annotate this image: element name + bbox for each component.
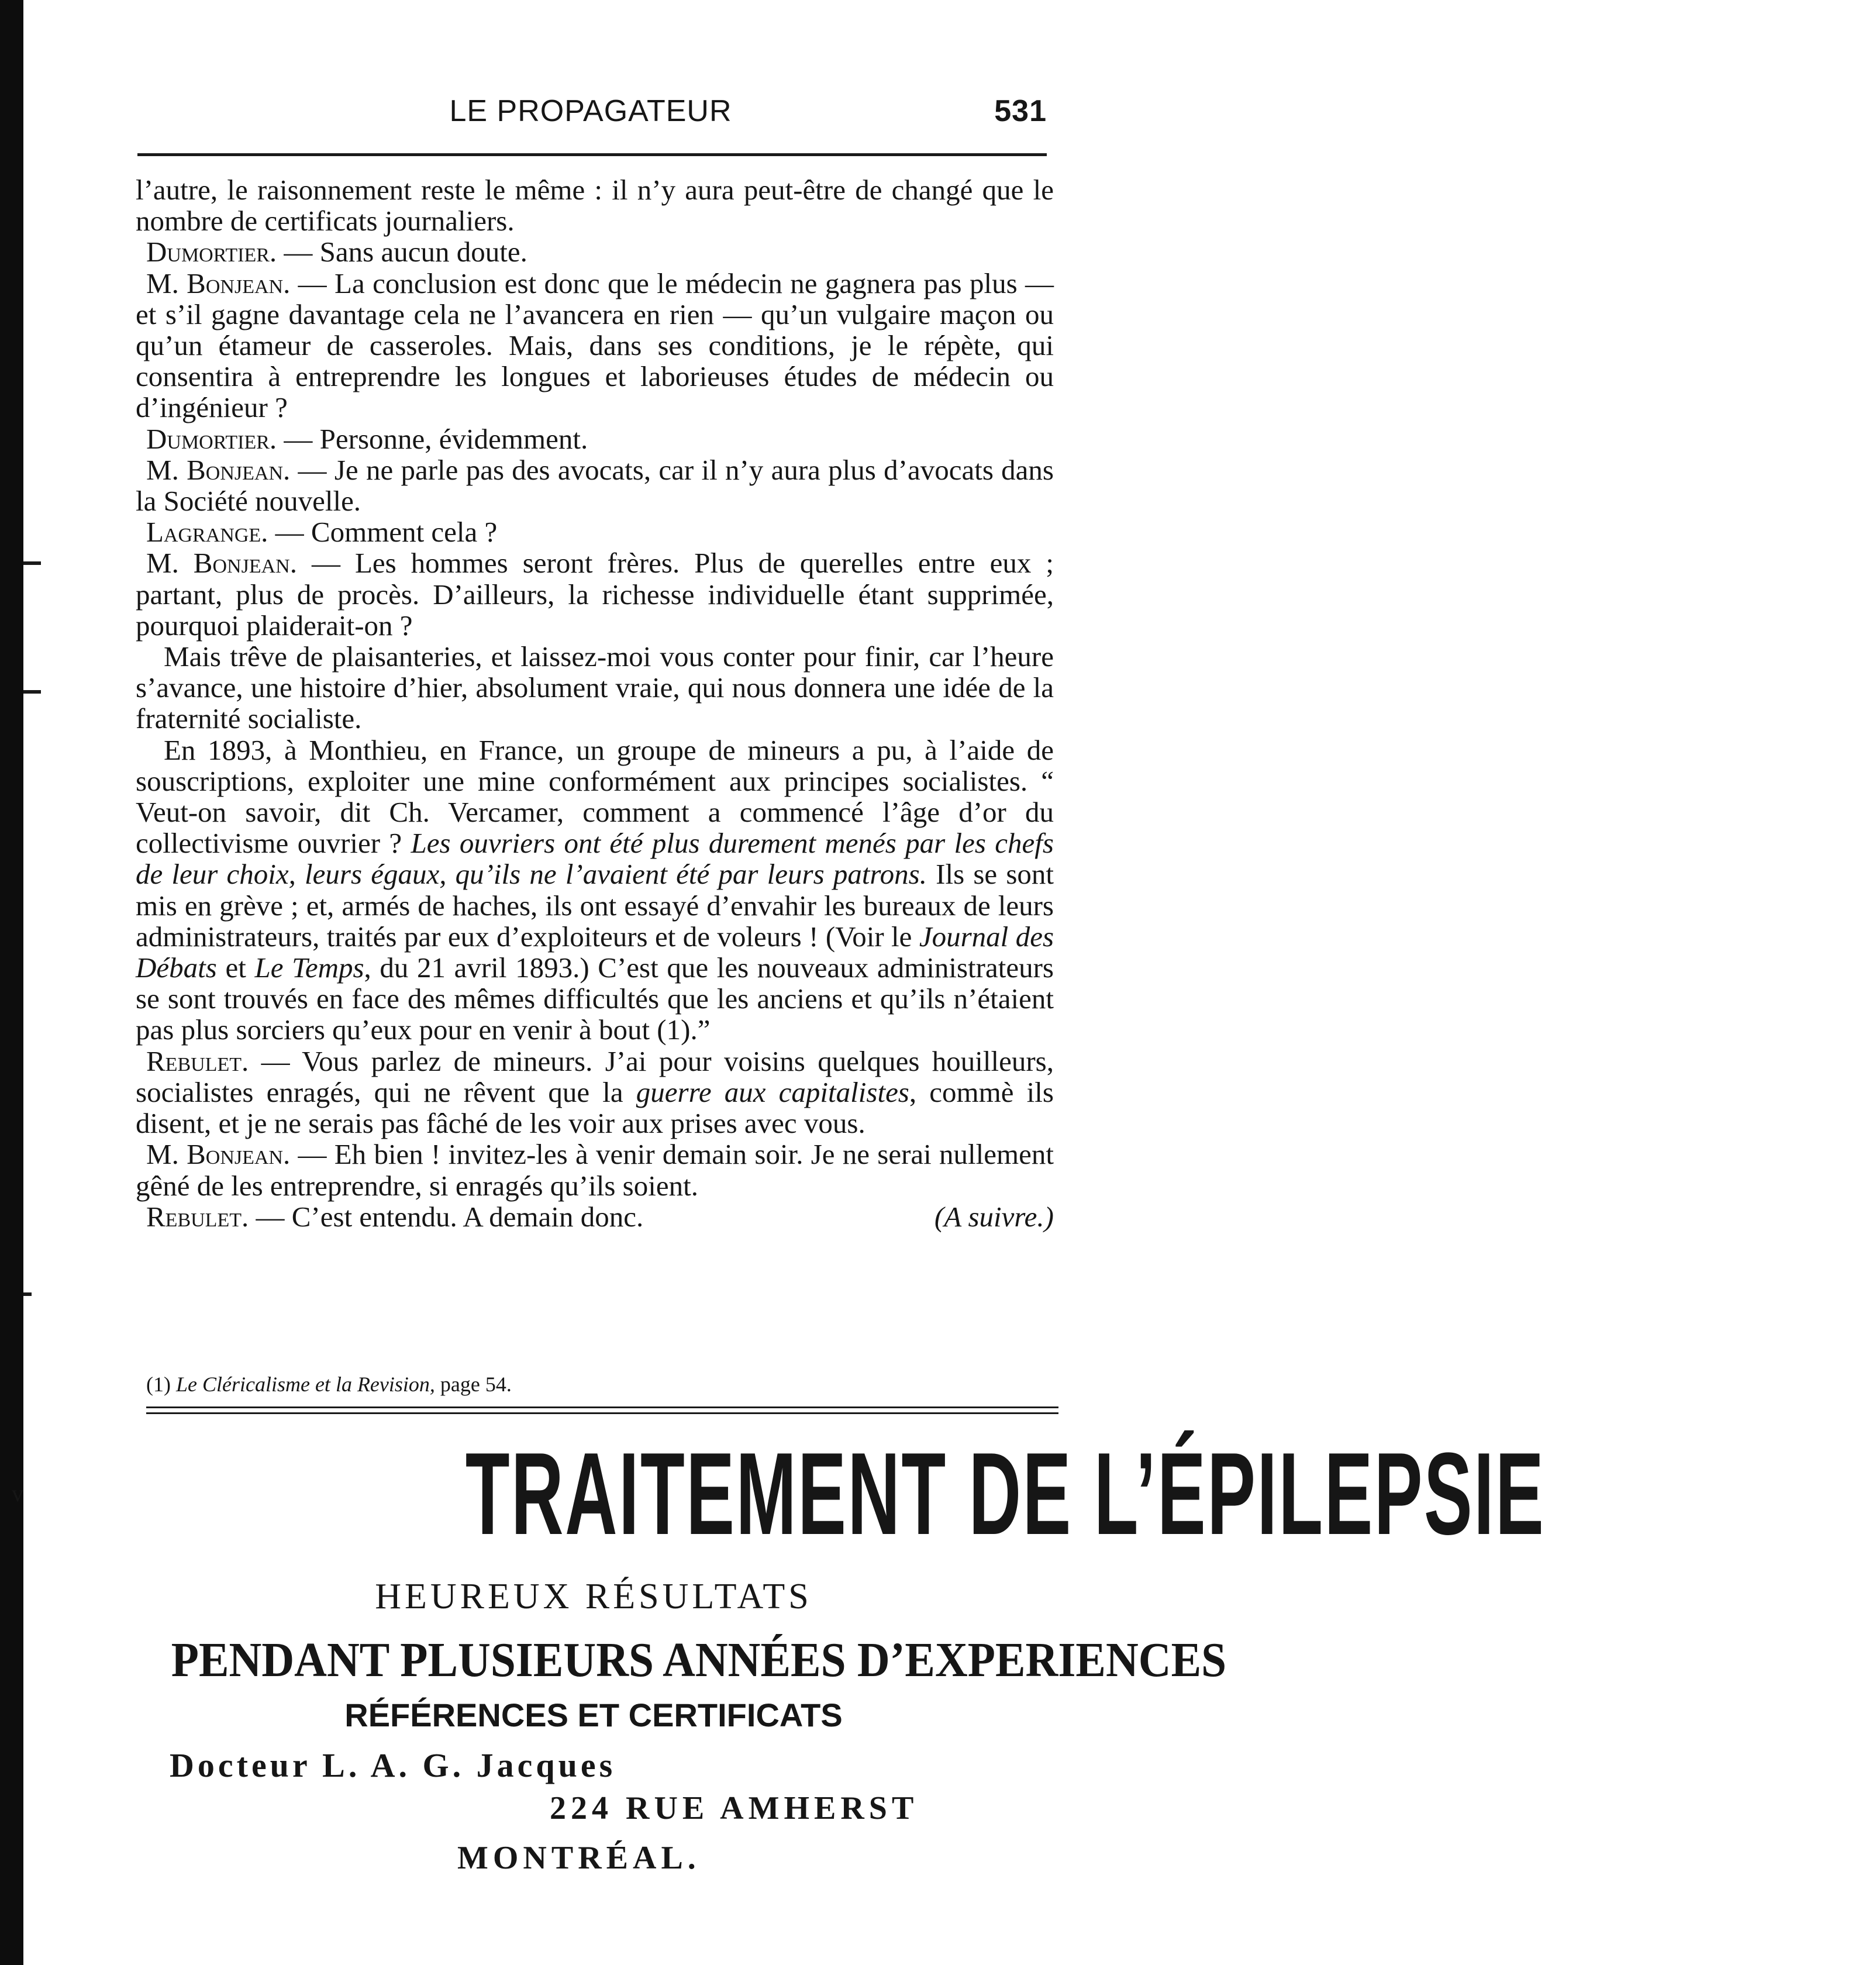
dialogue-line: M. Bonjean. — Les hommes seront frères. Plus de querelles entre eux ; partant, plus de procès. D’ailleurs, la richesse individuelle étant supprimée, pourquoi plaiderait-on ? <box>136 547 1054 642</box>
ad-doctor-name: Docteur L. A. G. Jacques <box>170 1746 616 1784</box>
paragraph: l’autre, le raisonnement reste le même : il n’y aura peut-être de changé que le nombre de certificats journaliers. <box>136 174 1054 237</box>
to-be-continued: (A suivre.) <box>934 1200 1054 1233</box>
speaker-name: Rebulet. <box>146 1044 249 1077</box>
dialogue-line: M. Bonjean. — La conclusion est donc que le médecin ne gagnera pas plus — et s’il gagne davantage cela ne l’avancera en rien — qu’un vulgaire maçon ou qu’un étameur de casseroles. Mais, dans ses conditions, je le répète, qui consentira à entreprendre les longues et laborieuses études de médecin ou d’ingénieur ? <box>136 267 1054 424</box>
speaker-name: Rebulet. <box>146 1200 249 1233</box>
speaker-name: Lagrange. <box>146 516 268 549</box>
dialogue-line: M. Bonjean. — Eh bien ! invitez-les à venir demain soir. Je ne serai nullement gêné de les entreprendre, si enragés qu’ils soient. <box>136 1138 1054 1202</box>
article-body <box>136 174 1054 1232</box>
ad-street-address: 224 RUE AMHERST <box>550 1790 919 1826</box>
speaker-name: Dumortier. <box>146 422 277 455</box>
dialogue-line: M. Bonjean. — Je ne parle pas des avocats, car il n’y aura plus d’avocats dans la Société nouvelle. <box>136 453 1054 518</box>
speaker-name: Dumortier. <box>146 236 277 268</box>
speaker-name: M. Bonjean. <box>146 453 291 486</box>
speaker-name: M. Bonjean. <box>146 547 297 580</box>
ad-city: MONTRÉAL. <box>457 1840 701 1876</box>
page-number: 531 <box>994 94 1047 128</box>
advertisement-title: TRAITEMENT DE L’ÉPILEPSIE <box>465 1429 1546 1559</box>
page-edge-bar <box>0 0 23 1965</box>
dialogue-line: Rebulet. — Vous parlez de mineurs. J’ai pour voisins quelques houilleurs, socialistes enragés, qui ne rêvent que la guerre aux capitalistes, commè ils disent, et je ne serais pas fâché de les voir aux prises avec vous. <box>136 1044 1054 1140</box>
header-rule <box>137 153 1047 156</box>
dialogue-line: Rebulet. — C’est entendu. A demain donc. (A suivre.) <box>146 1200 1054 1233</box>
ad-headline: PENDANT PLUSIEURS ANNÉES D’EXPERIENCES <box>171 1633 1227 1687</box>
running-title: LE PROPAGATEUR <box>449 94 732 128</box>
speaker-name: M. Bonjean. <box>146 267 291 299</box>
paragraph: En 1893, à Monthieu, en France, un groupe de mineurs a pu, à l’aide de souscriptions, exploiter une mine conformément aux principes socialistes. “ Veut-on savoir, dit Ch. Vercamer, comment a commencé l’âge d’or du collectivisme ouvrier ? Les ouvriers ont été plus durement menés par les chefs de leur choix, leurs égaux, qu’ils ne l’avaient été par leurs patrons. Ils se sont mis en grève ; et, armés de haches, ils ont essayé d’envahir les bureaux de leurs administrateurs, traités par eux d’exploiteurs et de voleurs ! (Voir le Journal des Débats et Le Temps, du 21 avril 1893.) C’est que les nouveaux administrateurs se sont trouvés en face des mêmes difficultés que les anciens et qu’ils n’étaient pas plus sorciers qu’eux pour en venir à bout (1).” <box>136 733 1054 1046</box>
printer-mark: v <box>12 1480 23 1506</box>
ad-references: RÉFÉRENCES ET CERTIFICATS <box>344 1697 843 1733</box>
dialogue-line: Dumortier. — Sans aucun doute. <box>146 236 527 268</box>
dialogue-line: Lagrange. — Comment cela ? <box>146 516 498 549</box>
paragraph: Mais trêve de plaisanteries, et laissez-moi vous conter pour finir, car l’heure s’avance, une histoire d’hier, absolument vraie, qui nous donnera une idée de la fraternité socialiste. <box>136 640 1054 735</box>
separator-rule <box>146 1406 1058 1408</box>
separator-rule <box>146 1412 1058 1414</box>
advertisement-title-block <box>135 1424 1546 1564</box>
ad-subtitle: HEUREUX RÉSULTATS <box>375 1577 812 1616</box>
page-header <box>135 88 1047 135</box>
speaker-name: M. Bonjean. <box>146 1138 291 1171</box>
footnote: (1) Le Cléricalisme et la Revision, page 54. <box>146 1373 512 1396</box>
edge-mark <box>23 561 41 565</box>
dialogue-line: Dumortier. — Personne, évidemment. <box>146 422 588 455</box>
edge-mark <box>23 1292 32 1296</box>
edge-mark <box>23 690 41 694</box>
